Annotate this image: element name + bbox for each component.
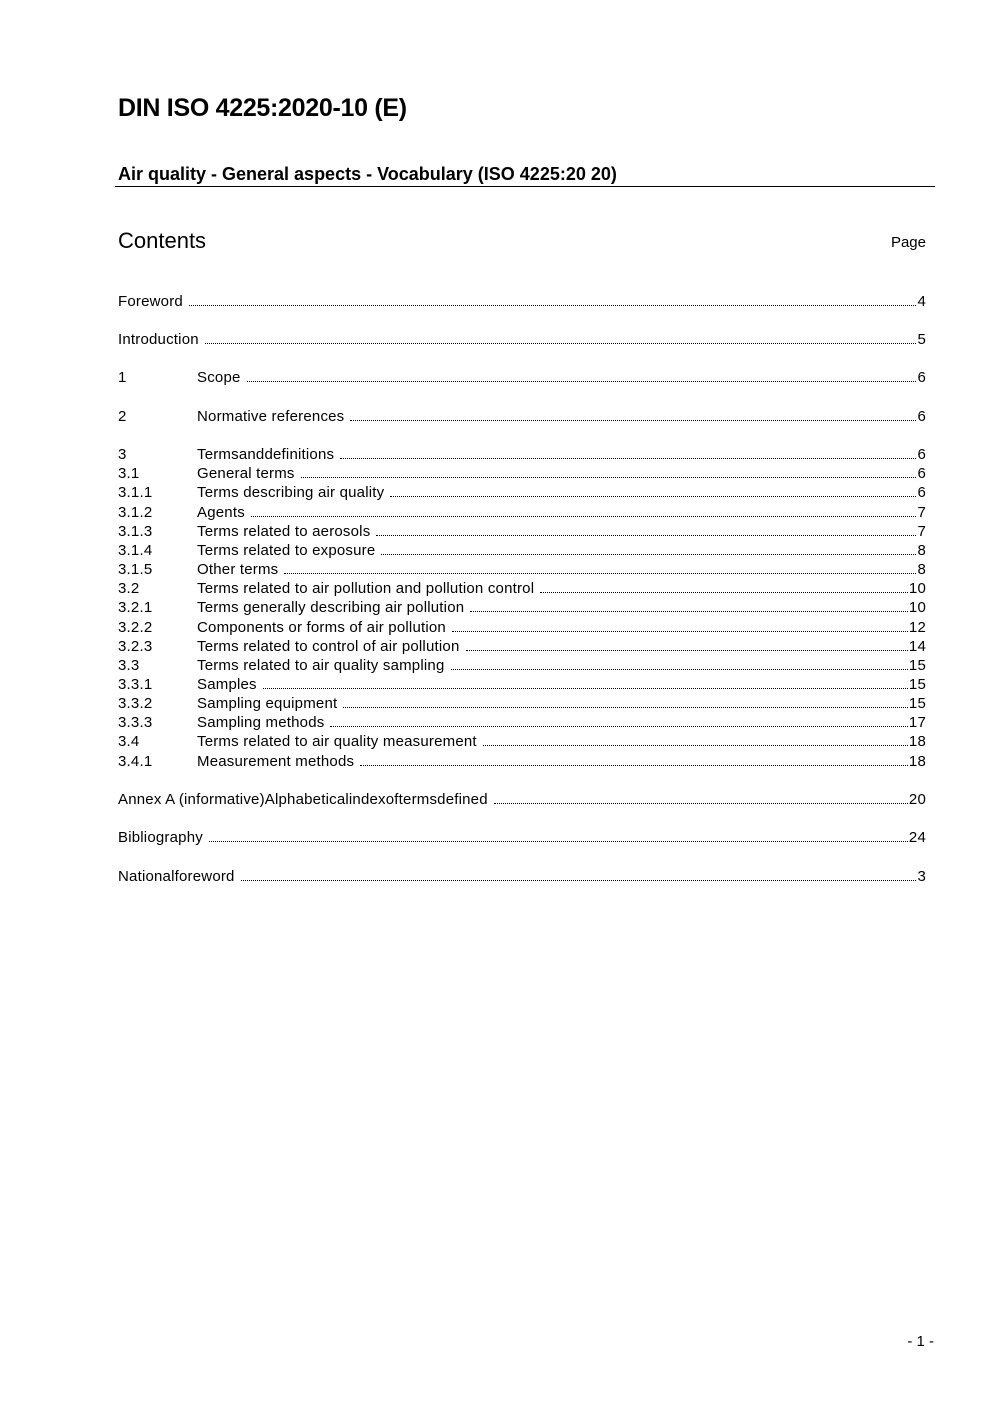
toc-entry-title: Bibliography	[118, 829, 203, 846]
toc-entry-3-1-3[interactable]	[118, 522, 926, 541]
toc-leader-dots	[251, 516, 917, 517]
toc-entry-3-3-2[interactable]	[118, 694, 926, 713]
toc-leader-dots	[540, 592, 908, 593]
page-column-heading: Page	[890, 234, 926, 251]
toc-entry-page: 15	[908, 695, 926, 712]
toc-entry-title: Nationalforeword	[118, 868, 235, 885]
toc-entry-3-3-3[interactable]	[118, 713, 926, 732]
toc-leader-dots	[381, 554, 916, 555]
toc-leader-dots	[340, 458, 916, 459]
toc-entry-page: 6	[917, 465, 926, 482]
toc-leader-dots	[452, 631, 908, 632]
toc-entry-number: 3.3	[118, 657, 140, 674]
toc-entry-number: 3.3.3	[118, 714, 153, 731]
toc-entry-page: 6	[917, 408, 926, 425]
toc-entry-page: 20	[908, 791, 926, 808]
toc-entry-page: 6	[917, 484, 926, 501]
toc-entry-3-1-2[interactable]	[118, 503, 926, 522]
toc-entry-number: 3.2.3	[118, 638, 153, 655]
toc-entry-number: 3.2.2	[118, 619, 153, 636]
toc-entry-3-2-2[interactable]	[118, 618, 926, 637]
toc-entry-title: Terms related to air quality measurement	[197, 733, 477, 750]
toc-entry-title: General terms	[197, 465, 295, 482]
page-number: - 1 -	[907, 1333, 934, 1350]
toc-entry-page: 10	[908, 580, 926, 597]
toc-entry-page: 10	[908, 599, 926, 616]
toc-leader-dots	[470, 611, 908, 612]
toc-leader-dots	[360, 765, 908, 766]
toc-entry-title: Terms related to aerosols	[197, 523, 371, 540]
toc-entry-page: 17	[908, 714, 926, 731]
toc-leader-dots	[390, 496, 916, 497]
toc-entry-page: 18	[908, 753, 926, 770]
toc-entry-normative-references[interactable]	[118, 407, 926, 426]
toc-entry-number: 2	[118, 408, 127, 425]
toc-entry-number: 3.1	[118, 465, 140, 482]
toc-entry-title: Scope	[197, 369, 241, 386]
toc-entry-title: Other terms	[197, 561, 279, 578]
toc-entry-page: 14	[908, 638, 926, 655]
toc-leader-dots	[205, 343, 917, 344]
toc-entry-3-3-1[interactable]	[118, 675, 926, 694]
toc-entry-national-foreword[interactable]	[118, 867, 926, 886]
toc-leader-dots	[189, 305, 916, 306]
toc-leader-dots	[343, 707, 908, 708]
toc-entry-page: 3	[917, 868, 926, 885]
toc-entry-number: 3.1.1	[118, 484, 153, 501]
toc-leader-dots	[241, 880, 917, 881]
document-title: Air quality - General aspects - Vocabulary (ISO 4225:20 20)	[118, 164, 617, 184]
toc-entry-number: 3.1.2	[118, 504, 153, 521]
toc-entry-title: Termsanddefinitions	[197, 446, 335, 463]
toc-entry-3-1-4[interactable]	[118, 541, 926, 560]
toc-entry-number: 3.1.4	[118, 542, 153, 559]
toc-leader-dots	[466, 650, 908, 651]
toc-leader-dots	[494, 803, 908, 804]
toc-entry-page: 6	[917, 369, 926, 386]
toc-entry-page: 18	[908, 733, 926, 750]
toc-entry-scope[interactable]	[118, 368, 926, 387]
contents-heading: Contents	[118, 228, 207, 253]
toc-leader-dots	[451, 669, 908, 670]
toc-entry-title: Terms describing air quality	[197, 484, 385, 501]
toc-entry-title: Sampling equipment	[197, 695, 338, 712]
toc-leader-dots	[483, 745, 908, 746]
toc-entry-page: 7	[917, 504, 926, 521]
toc-entry-number: 3.1.5	[118, 561, 153, 578]
toc-leader-dots	[330, 726, 907, 727]
toc-entry-3-4-1[interactable]	[118, 752, 926, 771]
toc-entry-3-2-3[interactable]	[118, 637, 926, 656]
toc-entry-page: 15	[908, 676, 926, 693]
toc-entry-title: Measurement methods	[197, 753, 355, 770]
toc-entry-title: Normative references	[197, 408, 345, 425]
toc-entry-title: Terms related to air pollution and pollution control	[197, 580, 535, 597]
toc-leader-dots	[350, 420, 916, 421]
toc-entry-terms-and-definitions[interactable]	[118, 445, 926, 464]
toc-entry-number: 3	[118, 446, 127, 463]
toc-entry-title: Terms related to air quality sampling	[197, 657, 445, 674]
toc-entry-page: 8	[917, 542, 926, 559]
toc-entry-title: Terms related to control of air pollution	[197, 638, 460, 655]
toc-entry-title: Terms generally describing air pollution	[197, 599, 465, 616]
toc-entry-3-1-5[interactable]	[118, 560, 926, 579]
toc-entry-page: 12	[908, 619, 926, 636]
toc-entry-page: 15	[908, 657, 926, 674]
toc-entry-title: Components or forms of air pollution	[197, 619, 446, 636]
toc-entry-page: 4	[917, 293, 926, 310]
toc-entry-3-3[interactable]	[118, 656, 926, 675]
toc-entry-3-4[interactable]	[118, 732, 926, 751]
toc-entry-bibliography[interactable]	[118, 828, 926, 847]
toc-entry-title: Introduction	[118, 331, 199, 348]
title-rule	[115, 186, 935, 187]
toc-entry-number: 3.3.2	[118, 695, 153, 712]
toc-entry-page: 24	[908, 829, 926, 846]
toc-entry-page: 7	[917, 523, 926, 540]
toc-entry-3-2-1[interactable]	[118, 598, 926, 617]
toc-entry-number: 3.2.1	[118, 599, 153, 616]
toc-entry-foreword[interactable]	[118, 292, 926, 311]
toc-entry-title: Foreword	[118, 293, 183, 310]
toc-entry-page: 8	[917, 561, 926, 578]
toc-leader-dots	[284, 573, 916, 574]
toc-entry-title: Agents	[197, 504, 245, 521]
toc-leader-dots	[376, 535, 916, 536]
document-id: DIN ISO 4225:2020-10 (E)	[118, 94, 407, 122]
toc-entry-number: 3.1.3	[118, 523, 153, 540]
toc-entry-title: Samples	[197, 676, 257, 693]
toc-entry-title: Sampling methods	[197, 714, 325, 731]
toc-entry-title: Annex A (informative)Alphabeticalindexoftermsdefined	[118, 791, 488, 808]
toc-entry-number: 3.2	[118, 580, 140, 597]
toc-entry-3-1[interactable]	[118, 464, 926, 483]
toc-leader-dots	[301, 477, 917, 478]
toc-entry-number: 3.4.1	[118, 753, 153, 770]
toc-entry-page: 6	[917, 446, 926, 463]
toc-entry-number: 1	[118, 369, 127, 386]
toc-entry-page: 5	[917, 331, 926, 348]
toc-entry-annex-a[interactable]	[118, 790, 926, 809]
toc-leader-dots	[247, 381, 917, 382]
toc-entry-3-1-1[interactable]	[118, 483, 926, 502]
toc-entry-number: 3.3.1	[118, 676, 153, 693]
toc-entry-introduction[interactable]	[118, 330, 926, 349]
toc-entry-number: 3.4	[118, 733, 140, 750]
toc-leader-dots	[263, 688, 908, 689]
toc-leader-dots	[209, 841, 908, 842]
toc-entry-3-2[interactable]	[118, 579, 926, 598]
toc-entry-title: Terms related to exposure	[197, 542, 376, 559]
